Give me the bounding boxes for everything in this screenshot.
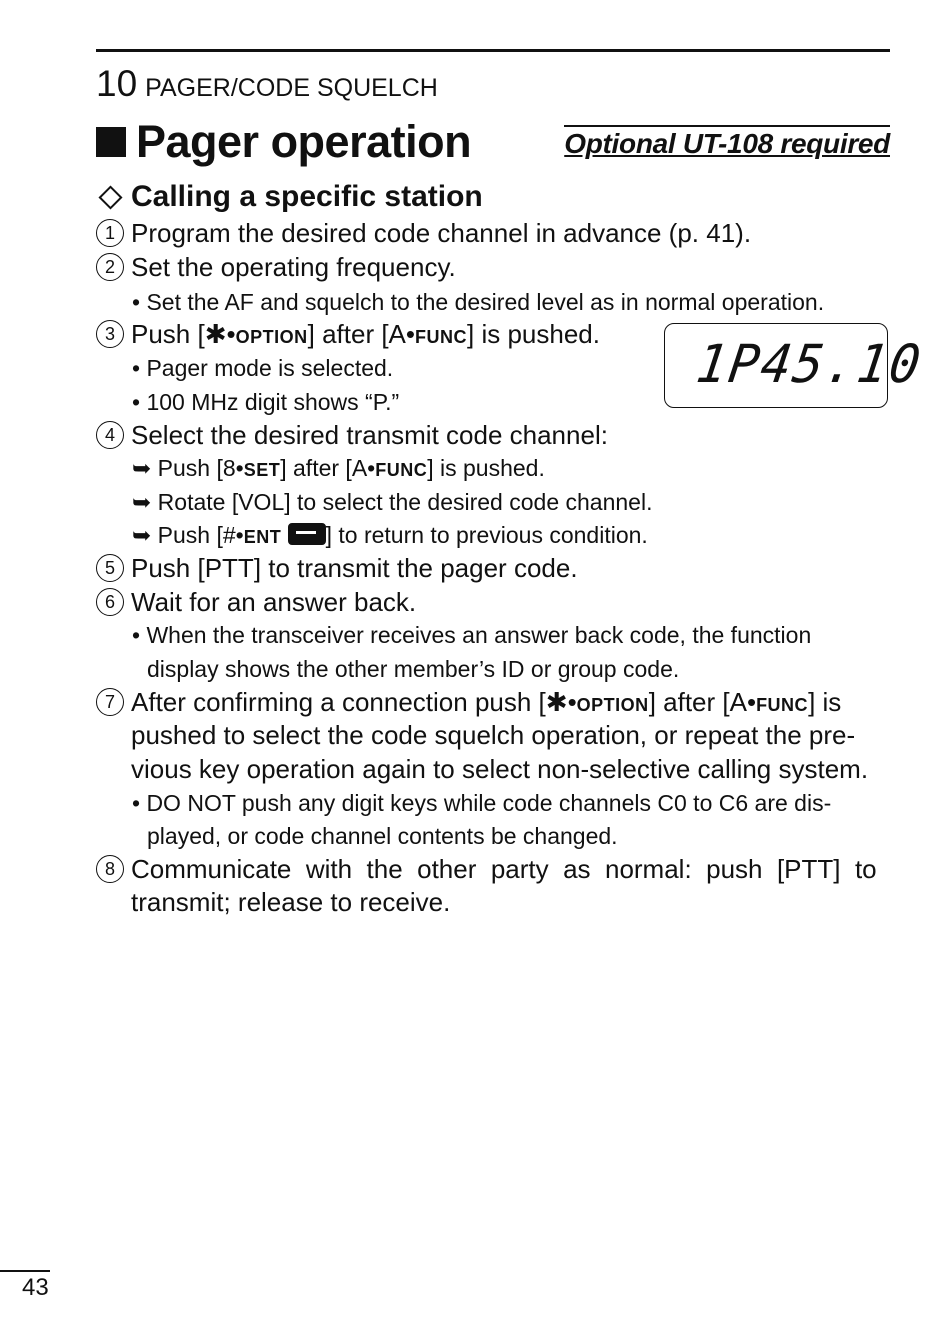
step-1-text: Program the desired code channel in advance (p. 41). xyxy=(131,218,752,248)
action-1-part-b: ] after [A• xyxy=(280,455,376,481)
chapter-header xyxy=(96,62,438,106)
step-6-note: • When the transceiver receives an answer back code, the function xyxy=(132,622,812,648)
func-key-label: FUNC xyxy=(756,695,809,715)
chapter-title: PAGER/CODE SQUELCH xyxy=(145,74,438,102)
step-4-action-1 xyxy=(132,451,545,487)
step-5-text: Push [PTT] to transmit the pager code. xyxy=(131,553,578,583)
action-1-part-a: ➥ Push [8• xyxy=(132,455,244,481)
step-7-line-3: vious key operation again to select non-selective calling system. xyxy=(131,754,869,784)
step-3-part-b: ] after [A• xyxy=(307,319,415,349)
step-4-action-3 xyxy=(132,518,648,554)
step-number-5: 5 xyxy=(96,554,124,582)
set-key-label: SET xyxy=(243,460,281,480)
option-key-label: OPTION xyxy=(576,695,649,715)
func-key-label: FUNC xyxy=(415,327,467,347)
step-3-note-2: • 100 MHz digit shows “P.” xyxy=(132,389,400,415)
ent-key-label: ENT xyxy=(243,527,282,547)
section-title: Pager operation xyxy=(136,116,472,167)
step-7-note: • DO NOT push any digit keys while code channels C0 to C6 are dis- xyxy=(132,790,832,816)
step-7-part-b: ] after [A• xyxy=(648,687,757,717)
step-number-1: 1 xyxy=(96,219,124,247)
page-number: 43 xyxy=(22,1274,49,1301)
step-number-4: 4 xyxy=(96,421,124,449)
chapter-number: 10 xyxy=(96,63,138,104)
diamond-icon xyxy=(98,185,122,209)
option-key-label: OPTION xyxy=(235,327,308,347)
step-number-6: 6 xyxy=(96,588,124,616)
action-3-part-b: ] to return to previous condition. xyxy=(325,522,648,548)
step-number-2: 2 xyxy=(96,253,124,281)
step-8-text: Communicate with the other party as normal: push [PTT] to xyxy=(131,854,877,884)
step-8-line-2: transmit; release to receive. xyxy=(131,887,451,917)
step-3-text xyxy=(131,317,600,354)
lcd-readout: 1P45.10 xyxy=(692,333,926,395)
step-3-note-1: • Pager mode is selected. xyxy=(132,355,394,381)
optional-requirement: Optional UT-108 required xyxy=(564,125,890,160)
action-1-part-c: ] is pushed. xyxy=(427,455,545,481)
key-lock-icon xyxy=(288,523,326,545)
step-6-text: Wait for an answer back. xyxy=(131,587,417,617)
step-number-7: 7 xyxy=(96,688,124,716)
step-number-8: 8 xyxy=(96,855,124,883)
lcd-display-illustration xyxy=(664,323,926,408)
func-key-label: FUNC xyxy=(375,460,428,480)
step-4-text: Select the desired transmit code channel: xyxy=(131,420,608,450)
step-3-part-c: ] is pushed. xyxy=(467,319,600,349)
step-7-line-2: pushed to select the code squelch operation, or repeat the pre- xyxy=(131,720,856,750)
step-7-part-c: ] is xyxy=(808,687,842,717)
footer-rule xyxy=(0,1270,50,1272)
subsection-title: Calling a specific station xyxy=(131,180,483,213)
action-3-part-a: ➥ Push [#• xyxy=(132,522,244,548)
step-7-text xyxy=(131,685,841,722)
step-4-action-2: ➥ Rotate [VOL] to select the desired code channel. xyxy=(132,489,653,515)
subsection-heading xyxy=(96,180,483,214)
square-bullet-icon xyxy=(96,127,126,157)
step-7-note-cont: played, or code channel contents be changed. xyxy=(147,823,618,849)
step-number-3: 3 xyxy=(96,320,124,348)
step-7-part-a: After confirming a connection push [✱• xyxy=(131,687,577,717)
step-2-text: Set the operating frequency. xyxy=(131,252,456,282)
top-rule xyxy=(96,49,890,52)
step-2-note: • Set the AF and squelch to the desired level as in normal operation. xyxy=(132,289,825,315)
section-heading xyxy=(96,114,471,170)
step-3-part-a: Push [✱• xyxy=(131,319,236,349)
step-6-note-cont: display shows the other member’s ID or group code. xyxy=(147,656,680,682)
